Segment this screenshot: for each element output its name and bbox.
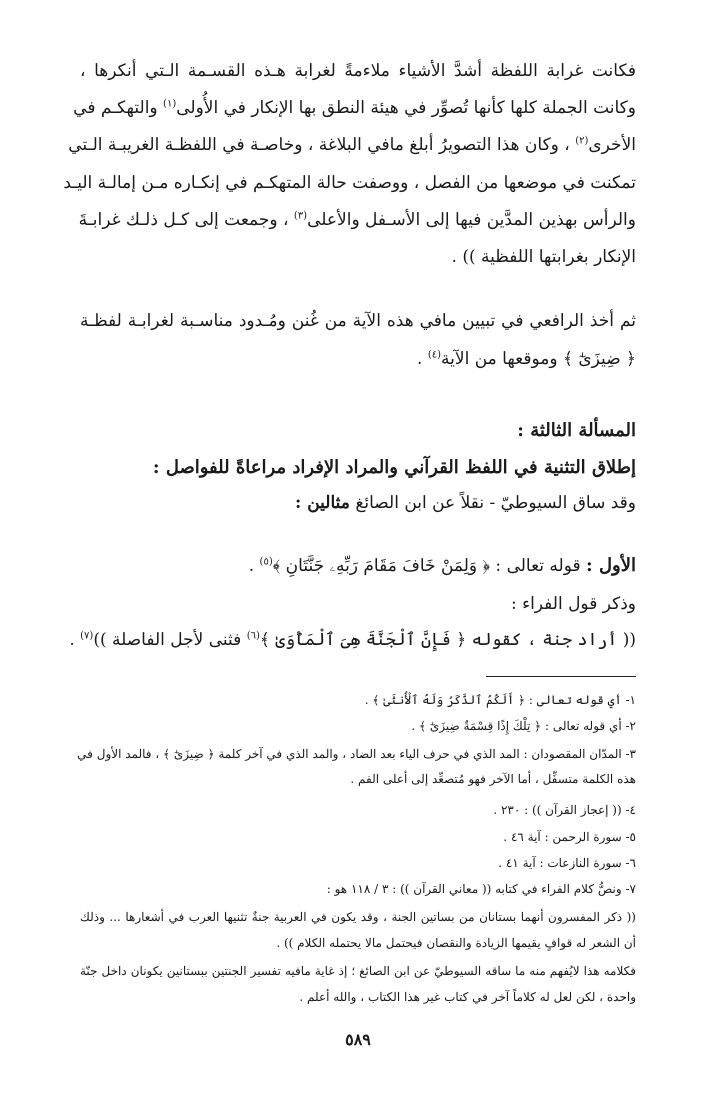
footnote-ref-1: (١) [163,98,177,110]
page-number: ٥٨٩ [345,1030,371,1049]
paragraph-1-line-4: تمكنت في موضعها من الفصل ، ووصفت حالة المتهكـم في إنكـاره مـن إمالـة اليـد [63,173,636,193]
footnote-1: ١- أي قوله تعالى : ﴿ أَلَكُمُ ٱلذَّكَرُ وَلَهُ ٱلْأُنثَىٰ ﴾ . [364,693,636,707]
footnote-5: ٥- سورة الرحمن : آية ٤٦ . [503,830,636,844]
footnote-ref-5: (٥) [259,556,273,568]
example-line-3 [69,627,636,653]
paragraph-1-line-2-tail: والتهكـم في [73,98,158,118]
paragraph-1-line-6: الإنكار بغرابتها اللفظية )) . [451,247,636,267]
section-intro-bold: مثالين : [295,493,350,513]
example-quote-start: (( أراد جنة ، كقوله ﴿ فَإِنَّ ٱلْجَنَّةَ هِىَ ٱلْمَأْوَىٰ ﴾ [259,630,636,650]
example-label: الأول : [586,555,636,576]
example-quote-end: فثنى لأجل الفاصلة )) [93,630,242,650]
paragraph-2-line-2-end: . [417,349,423,369]
example-verse: قوله تعالى : ﴿ وَلِمَنْ خَافَ مَقَامَ رَبِّهِۦ جَنَّتَانِ ﴾ [272,556,581,576]
example-line-1-end: . [248,556,255,576]
paragraph-2-line-1: ثم أخذ الرافعي في تبيين مافي هذه الآية من غُنن ومُـدود مناسـبة لغرابـة لفظـة [80,311,636,331]
section-title: إطلاق التثنية في اللفظ القرآني والمراد الإفراد مراعاةً للفواصل : [152,457,636,478]
footnote-ref-3: (٣) [293,210,308,222]
paragraph-1-line-1: فكانت غرابة اللفظة أشدَّ الأشياء ملاءمةً لغرابة هـذه القسـمة الـتي أنكرها ، [80,61,636,81]
paragraph-1-line-5 [80,207,636,233]
section-intro [80,490,636,516]
footnote-4: ٤- (( إعجاز القرآن )) : ٢٣٠ . [493,803,636,817]
example-line-1 [80,553,636,579]
footnote-3-line-2: هذه الكلمة متسفِّل ، أما الآخر فهو مُتصعِّد إلى أعلى الفم . [350,772,636,786]
footnote-7-line-1: ٧- ونصُّ كلام الفراء في كتابه (( معاني القرآن )) : ٣ / ١١٨ هو : [326,882,636,896]
footnote-ref-7: (٧) [80,630,94,642]
paragraph-1-line-5-rest: ، وجمعت إلى كـل ذلـك غرابـةَ [78,210,289,230]
paragraph-2-line-2-text: ﴿ ضِيزَىٰٓ ﴾ وموقعها من الآية [441,349,636,369]
example-line-3-end: . [69,630,75,650]
paragraph-1-line-2 [73,95,636,121]
footnote-separator [486,676,636,677]
footnote-ref-2: (٢) [575,135,589,147]
footnote-6: ٦- سورة النازعات : آية ٤١ . [498,856,636,870]
footnote-7-line-4: فكلامه هذا لايُفهم منه ما ساقه السيوطيّ عن ابن الصائغ ؛ إذ غاية مافيه تفسير الجنتين ببستانين يكونان داخل جنّة [80,964,636,978]
example-line-2: وذكر قول الفراء : [510,594,636,614]
footnote-7-line-2: (( ذكر المفسرون أنهما بستانان من بساتين الجنة ، وقد يكون في العربية جنةٌ تثنيها العرب في أشعارها ... وذلك [80,910,636,924]
footnote-2: ٢- أي قوله تعالى : ﴿ تِلْكَ إِذًا قِسْمَةٌ ضِيزَىٰٓ ﴾ . [411,719,636,733]
footnote-7-line-3: أن الشعر له قوافٍ يقيمها الزيادة والنقصان فيحتمل مالا يحتمله الكلام )) . [276,936,636,950]
paragraph-1-line-3-start: الأخرى [588,135,636,155]
section-intro-text: وقد ساق السيوطيّ - نقلاً عن ابن الصائغ [355,493,636,513]
section-heading: المسألة الثالثة : [517,420,636,441]
footnote-ref-4: (٤) [427,349,442,361]
footnote-7-line-5: واحدة ، لكن لعل له كلاماً آخر في كتاب غير هذا الكتاب ، والله أعلم . [299,990,636,1004]
paragraph-1-line-3-rest: ، وكان هذا التصويرُ أبلغ مافي البلاغة ، وخاصـة في اللفظـة الغريبـة الـتي [68,135,570,155]
footnote-ref-6: (٦) [246,630,260,642]
paragraph-2-line-2 [80,346,636,372]
paragraph-1-line-5-start: والرأس بهذين المدَّين فيها إلى الأسـفل والأعلى [307,210,636,230]
footnote-3-line-1: ٣- المدّان المقصودان : المد الذي في حرف الياء بعد الضاد ، والمد الذي في آخر كلمة ﴿ ضِيزَىٰٓ ﴾ ، فالمد الأول في [77,747,636,761]
paragraph-1-line-2-text: وكانت الجملة كلها كأنها تُصوِّر في هيئة النطق بها الإنكار في الأُولى [176,98,636,118]
paragraph-1-line-3 [68,132,636,158]
